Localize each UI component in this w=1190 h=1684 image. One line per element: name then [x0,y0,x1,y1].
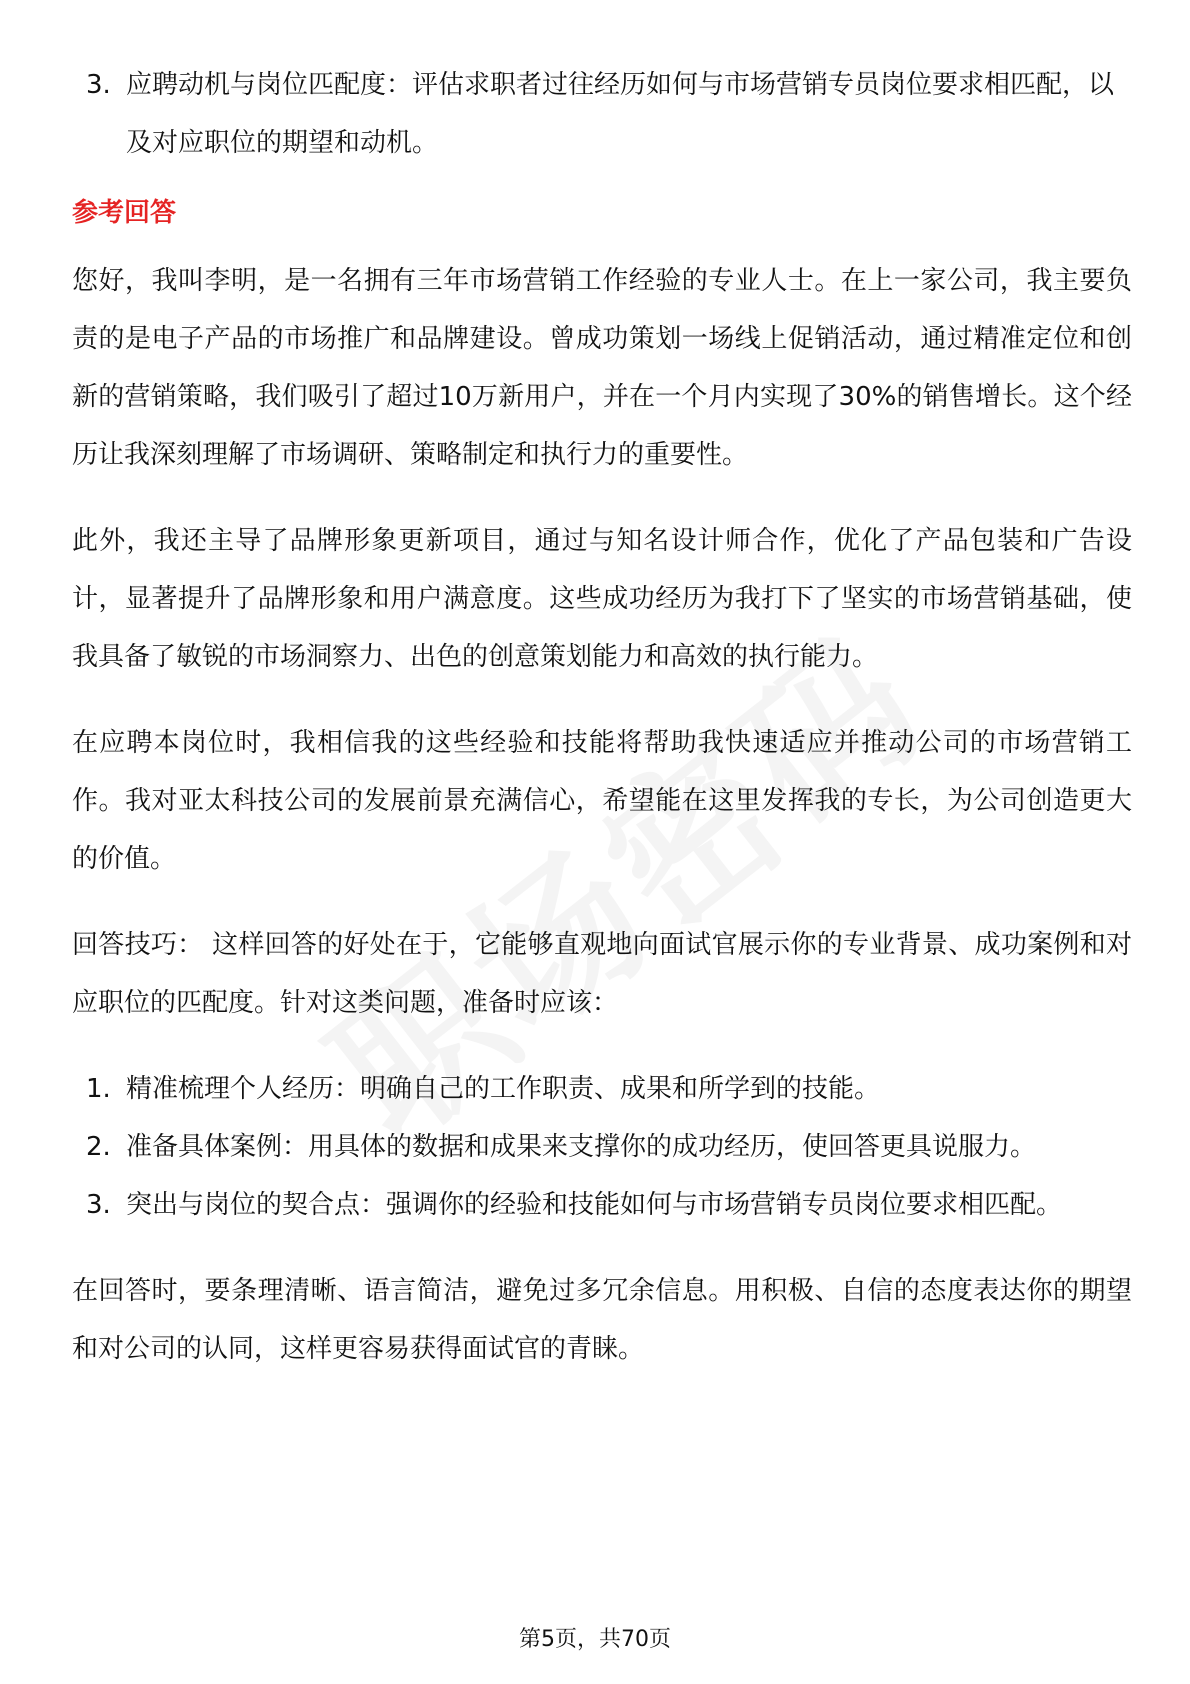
page-footer: 第5页，共70页 [519,1627,671,1652]
list-text: 准备具体案例：用具体的数据和成果来支撑你的成功经历，使回答更具说服力。 [126,1132,1037,1162]
closing-paragraph: 在回答时，要条理清晰、语言简洁，避免过多冗余信息。用积极、自信的态度表达你的期望和对公司的认同，这样更容易获得面试官的青睐。 [72,1276,1132,1364]
list-text: 应聘动机与岗位匹配度：评估求职者过往经历如何与市场营销专员岗位要求相匹配，以及对应职位的期望和动机。 [126,70,1115,158]
list-item [72,1060,1132,1118]
list-number: 2. [86,1132,111,1162]
section-title: 参考回答 [72,198,177,228]
tips-list [72,1060,1132,1234]
list-item [72,1118,1132,1176]
list-item [72,56,1132,172]
list-number: 3. [86,70,111,100]
list-item [72,1176,1132,1234]
list-number: 1. [86,1074,111,1104]
list-text: 精准梳理个人经历：明确自己的工作职责、成果和所学到的技能。 [126,1074,881,1104]
answer-paragraph: 此外，我还主导了品牌形象更新项目，通过与知名设计师合作，优化了产品包装和广告设计，显著提升了品牌形象和用户满意度。这些成功经历为我打下了坚实的市场营销基础，使我具备了敏锐的市场洞察力、出色的创意策划能力和高效的执行能力。 [72,526,1132,672]
page-content [72,56,1132,1378]
answer-paragraph: 在应聘本岗位时，我相信我的这些经验和技能将帮助我快速适应并推动公司的市场营销工作。我对亚太科技公司的发展前景充满信心，希望能在这里发挥我的专长，为公司创造更大的价值。 [72,728,1132,874]
tips-intro: 回答技巧： 这样回答的好处在于，它能够直观地向面试官展示你的专业背景、成功案例和对应职位的匹配度。针对这类问题，准备时应该： [72,930,1132,1018]
list-text: 突出与岗位的契合点：强调你的经验和技能如何与市场营销专员岗位要求相匹配。 [126,1190,1063,1220]
answer-paragraph: 您好，我叫李明，是一名拥有三年市场营销工作经验的专业人士。在上一家公司，我主要负责的是电子产品的市场推广和品牌建设。曾成功策划一场线上促销活动，通过精准定位和创新的营销策略，我们吸引了超过10万新用户，并在一个月内实现了30%的销售增长。这个经历让我深刻理解了市场调研、策略制定和执行力的重要性。 [72,266,1132,470]
list-number: 3. [86,1190,111,1220]
